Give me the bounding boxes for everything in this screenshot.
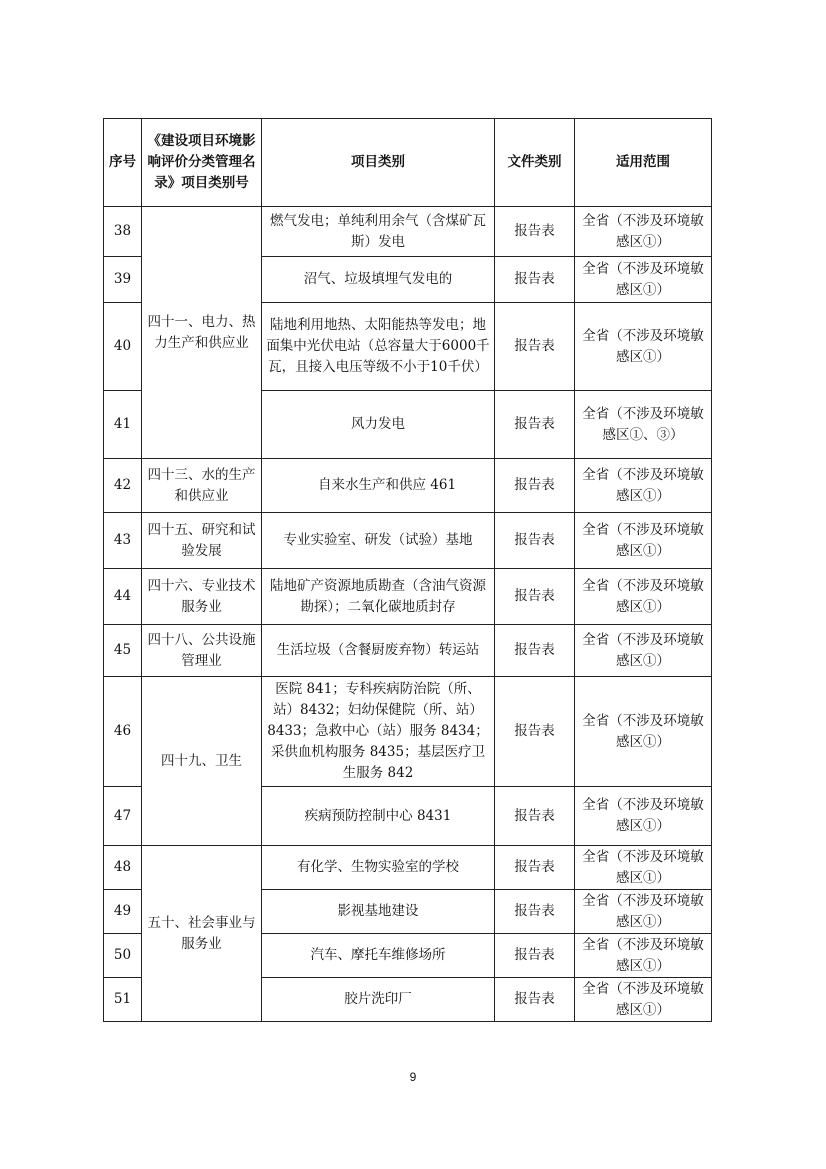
row-no: 45: [104, 625, 142, 677]
row-scope: 全省（不涉及环境敏感区①）: [575, 459, 712, 513]
row-category: 沼气、垃圾填埋气发电的: [262, 257, 495, 303]
row-scope: 全省（不涉及环境敏感区①）: [575, 207, 712, 257]
row-scope: 全省（不涉及环境敏感区①）: [575, 846, 712, 890]
row-category: 自来水生产和供应 461: [262, 459, 495, 513]
row-no: 40: [104, 303, 142, 391]
row-category: 胶片洗印厂: [262, 978, 495, 1022]
row-no: 48: [104, 846, 142, 890]
row-doc-type: 报告表: [495, 391, 575, 459]
row-category: 专业实验室、研发（试验）基地: [262, 513, 495, 569]
sector-cell: 五十、社会事业与服务业: [142, 846, 262, 1022]
row-scope: 全省（不涉及环境敏感区①）: [575, 625, 712, 677]
row-category: 风力发电: [262, 391, 495, 459]
table-row: [104, 677, 712, 787]
row-scope: 全省（不涉及环境敏感区①、③）: [575, 391, 712, 459]
row-doc-type: 报告表: [495, 677, 575, 787]
row-no: 50: [104, 934, 142, 978]
table-row: [104, 513, 712, 569]
sector-cell: 四十九、卫生: [142, 677, 262, 846]
table-header-row: [104, 119, 712, 207]
row-doc-type: 报告表: [495, 787, 575, 846]
sector-cell: 四十六、专业技术服务业: [142, 569, 262, 625]
header-doc-type: 文件类别: [495, 119, 575, 207]
table-row: [104, 569, 712, 625]
row-no: 51: [104, 978, 142, 1022]
header-catalog-no: 《建设项目环境影响评价分类管理名录》项目类别号: [142, 119, 262, 207]
header-scope: 适用范围: [575, 119, 712, 207]
row-category: 陆地利用地热、太阳能热等发电；地面集中光伏电站（总容量大于6000千瓦，且接入电压等级不小于10千伏）: [262, 303, 495, 391]
page-number: 9: [409, 1070, 417, 1084]
row-doc-type: 报告表: [495, 569, 575, 625]
row-scope: 全省（不涉及环境敏感区①）: [575, 513, 712, 569]
row-category: 生活垃圾（含餐厨废弃物）转运站: [262, 625, 495, 677]
row-doc-type: 报告表: [495, 303, 575, 391]
row-no: 38: [104, 207, 142, 257]
row-no: 47: [104, 787, 142, 846]
row-category: 燃气发电；单纯利用余气（含煤矿瓦斯）发电: [262, 207, 495, 257]
row-doc-type: 报告表: [495, 846, 575, 890]
row-category: 有化学、生物实验室的学校: [262, 846, 495, 890]
row-category: 汽车、摩托车维修场所: [262, 934, 495, 978]
table-row: [104, 846, 712, 890]
row-doc-type: 报告表: [495, 890, 575, 934]
row-doc-type: 报告表: [495, 934, 575, 978]
row-scope: 全省（不涉及环境敏感区①）: [575, 303, 712, 391]
row-doc-type: 报告表: [495, 257, 575, 303]
table-row: [104, 625, 712, 677]
row-category: 影视基地建设: [262, 890, 495, 934]
row-category: 医院 841；专科疾病防治院（所、站）8432；妇幼保健院（所、站）8433；急救中心（站）服务 8434；采供血机构服务 8435；基层医疗卫生服务 842: [262, 677, 495, 787]
row-doc-type: 报告表: [495, 459, 575, 513]
row-no: 39: [104, 257, 142, 303]
row-no: 49: [104, 890, 142, 934]
row-no: 42: [104, 459, 142, 513]
row-scope: 全省（不涉及环境敏感区①）: [575, 677, 712, 787]
header-no: 序号: [104, 119, 142, 207]
row-no: 44: [104, 569, 142, 625]
row-no: 41: [104, 391, 142, 459]
table-row: [104, 459, 712, 513]
sector-cell: 四十一、电力、热力生产和供应业: [142, 207, 262, 459]
row-no: 46: [104, 677, 142, 787]
row-doc-type: 报告表: [495, 513, 575, 569]
row-scope: 全省（不涉及环境敏感区①）: [575, 978, 712, 1022]
row-scope: 全省（不涉及环境敏感区①）: [575, 890, 712, 934]
row-scope: 全省（不涉及环境敏感区①）: [575, 257, 712, 303]
row-scope: 全省（不涉及环境敏感区①）: [575, 934, 712, 978]
header-category: 项目类别: [262, 119, 495, 207]
row-scope: 全省（不涉及环境敏感区①）: [575, 569, 712, 625]
sector-cell: 四十三、水的生产和供应业: [142, 459, 262, 513]
table-row: [104, 207, 712, 257]
row-doc-type: 报告表: [495, 207, 575, 257]
classification-table: [103, 118, 712, 1022]
row-doc-type: 报告表: [495, 978, 575, 1022]
sector-cell: 四十五、研究和试验发展: [142, 513, 262, 569]
row-no: 43: [104, 513, 142, 569]
row-category: 疾病预防控制中心 8431: [262, 787, 495, 846]
row-doc-type: 报告表: [495, 625, 575, 677]
sector-cell: 四十八、公共设施管理业: [142, 625, 262, 677]
row-category: 陆地矿产资源地质勘查（含油气资源勘探）；二氧化碳地质封存: [262, 569, 495, 625]
row-scope: 全省（不涉及环境敏感区①）: [575, 787, 712, 846]
